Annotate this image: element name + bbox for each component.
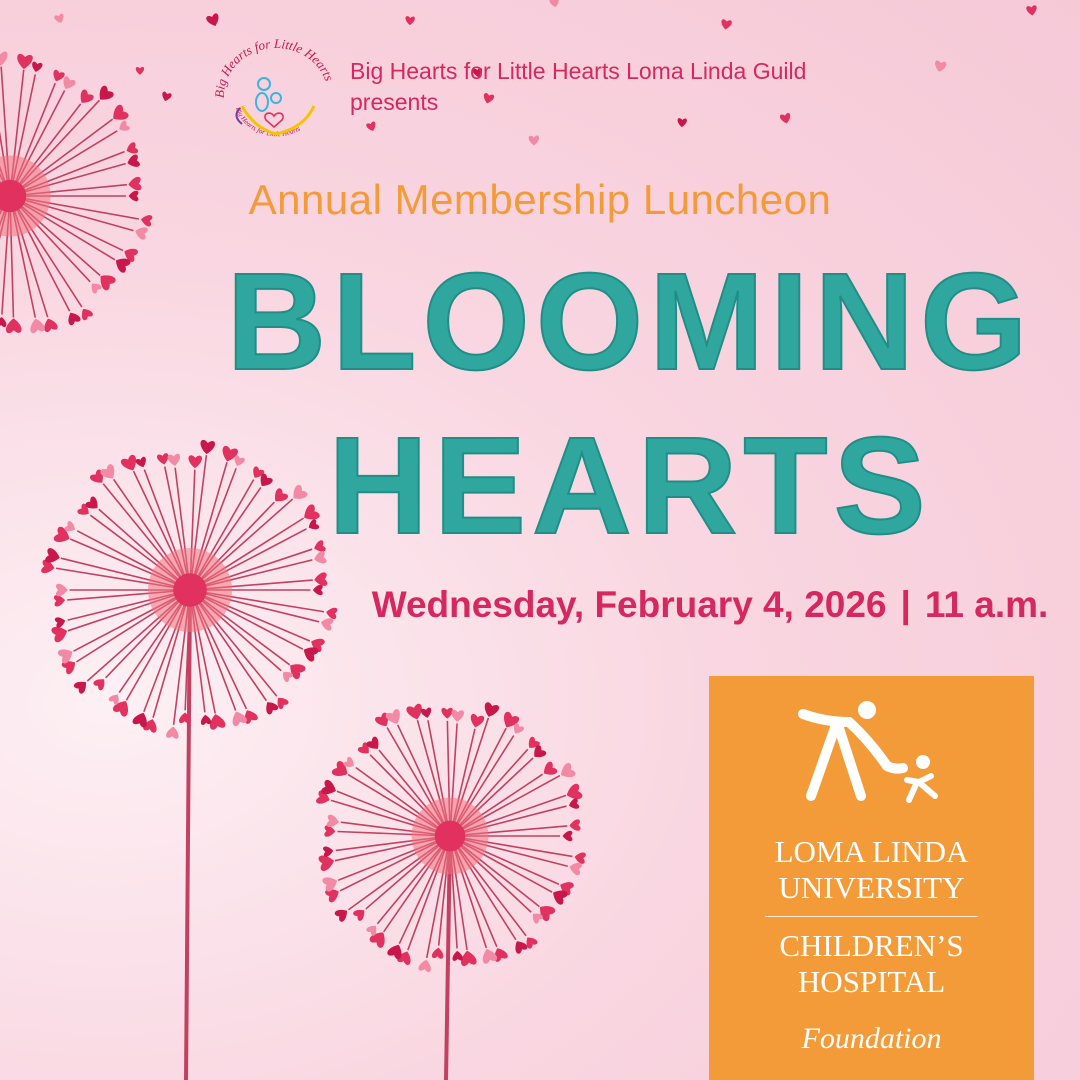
flower-heart (480, 947, 498, 965)
flower-heart (126, 154, 141, 169)
flower-heart (124, 142, 138, 157)
flower-heart (469, 713, 485, 729)
flower-heart (322, 874, 340, 893)
flower-heart (54, 616, 66, 628)
sponsor-line-1: LOMA LINDA (774, 834, 969, 869)
falling-heart (529, 135, 540, 145)
flower-heart (51, 69, 66, 83)
flower-heart (421, 707, 433, 719)
flower-heart (135, 456, 148, 469)
flower-heart (166, 726, 180, 739)
falling-heart (54, 13, 66, 24)
flower-heart (31, 61, 43, 73)
flower-heart (568, 798, 580, 811)
event-time: 11 a.m. (924, 584, 1049, 625)
flower-heart (326, 814, 339, 828)
event-subtitle: Annual Membership Luncheon (248, 176, 832, 223)
sponsor-logo-block (709, 676, 1034, 1080)
falling-heart (549, 0, 560, 8)
flower-core (173, 573, 207, 607)
sponsor-line-2: UNIVERSITY (778, 870, 965, 905)
flower-heart (200, 714, 212, 725)
flower-heart (188, 455, 202, 468)
flower-heart (109, 104, 130, 125)
flower-heart (117, 120, 131, 134)
flower-heart (563, 831, 573, 841)
falling-heart (136, 67, 144, 75)
sponsor-line-5: Foundation (801, 1022, 942, 1055)
guild-logo (214, 36, 338, 148)
flower-heart (78, 306, 93, 321)
event-title-line1: BLOOMING (226, 245, 1034, 399)
falling-heart (206, 13, 222, 28)
flower-heart (262, 699, 279, 716)
flower-heart (88, 280, 102, 294)
flower-heart (28, 317, 45, 333)
flower-heart (313, 585, 323, 595)
parent-child-icon (795, 700, 945, 810)
flower-heart (325, 606, 338, 619)
svg-text:Big Hearts for Little Hearts: Big Hearts for Little Hearts (234, 106, 302, 139)
flower-heart (334, 906, 351, 923)
flower-heart (0, 51, 8, 66)
falling-heart (934, 60, 947, 73)
flower-heart (482, 702, 500, 720)
falling-heart (366, 121, 378, 132)
flower-heart (229, 709, 247, 727)
event-date-time (360, 584, 1060, 626)
falling-heart (677, 118, 687, 127)
flower-heart (452, 951, 463, 961)
flower-heart (0, 317, 7, 328)
falling-heart (720, 19, 732, 30)
flower-heart (16, 54, 33, 70)
presents-label: presents (350, 89, 439, 115)
svg-text:Big Hearts for Little Hearts: ig Hearts for Little Hearts (214, 36, 337, 91)
flower-heart (134, 225, 149, 240)
flower-heart (418, 959, 432, 973)
flower-heart (385, 708, 404, 727)
flower-heart (65, 310, 82, 326)
flower-heart (512, 938, 529, 955)
presenter-name: Big Hearts for Little Hearts Loma Linda Guild (350, 58, 807, 84)
flower-heart (441, 708, 453, 719)
flower-heart (56, 584, 68, 596)
flower-heart (574, 851, 587, 864)
falling-heart (161, 91, 172, 102)
flower-heart (54, 594, 66, 606)
flower-heart (167, 453, 181, 466)
flower-heart (557, 762, 576, 781)
flower-heart (319, 616, 333, 631)
flower-heart (76, 88, 95, 106)
flower-heart (314, 572, 328, 586)
presenter-block (350, 56, 806, 118)
flower-core (435, 821, 466, 852)
flower-heart (157, 453, 170, 466)
falling-heart (405, 16, 415, 25)
date-separator: | (900, 584, 911, 625)
sponsor-line-3: CHILDREN’S (779, 928, 964, 963)
event-date: Wednesday, February 4, 2026 (371, 584, 887, 625)
flower-heart (57, 645, 76, 664)
flower-heart (540, 761, 558, 779)
sponsor-divider (765, 916, 978, 917)
flower-heart (323, 846, 334, 858)
flower-heart (432, 947, 444, 959)
event-title-line2: HEARTS (328, 409, 932, 563)
dandelion-flower (315, 702, 586, 1080)
flower-heart (451, 710, 464, 723)
flower-heart (569, 819, 581, 831)
falling-heart (1026, 5, 1038, 16)
sponsor-line-4: HOSPITAL (797, 964, 946, 999)
flower-heart (6, 318, 22, 333)
